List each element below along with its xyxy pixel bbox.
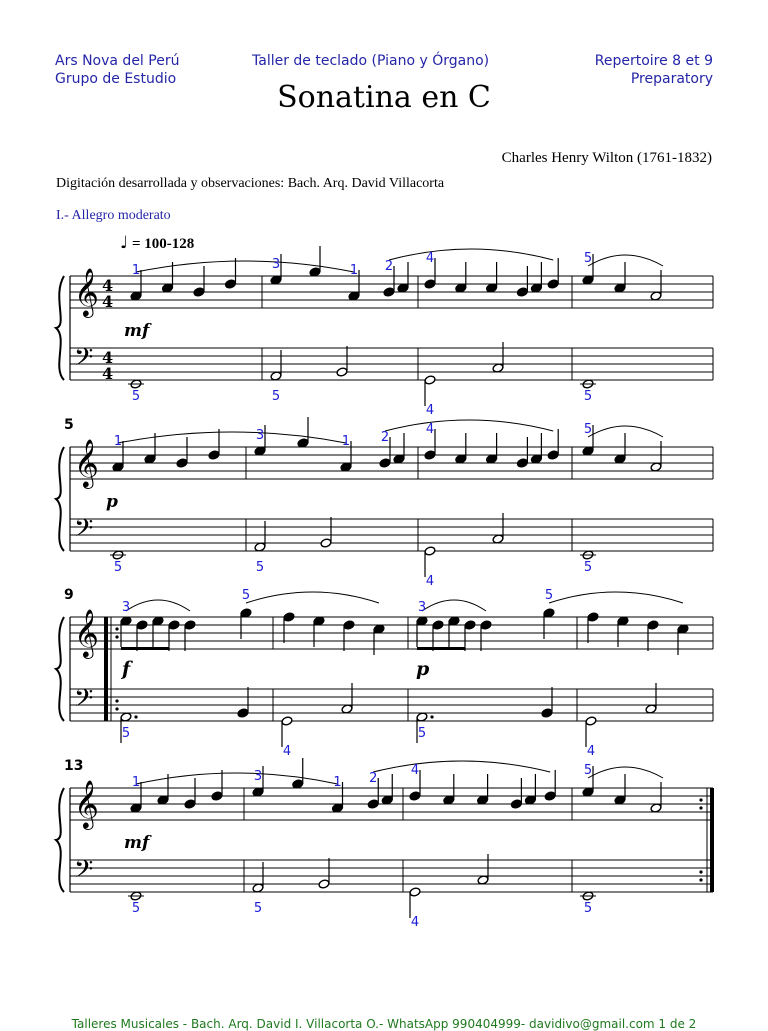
treble-note: [464, 620, 476, 630]
treble-note: [547, 279, 559, 289]
treble-note: [544, 791, 556, 801]
treble-note: [432, 620, 444, 630]
treble-note: [424, 279, 436, 289]
dynamic-marking: mf: [124, 321, 150, 341]
fingering-number: 5: [417, 726, 427, 741]
fingering-number: 5: [583, 560, 593, 575]
treble-note: [424, 450, 436, 460]
tempo-note-symbol: ♩: [120, 233, 129, 253]
augmentation-dot: [430, 715, 433, 718]
slur: [136, 261, 354, 272]
measure-number: 13: [64, 758, 84, 774]
treble-note: [193, 287, 205, 297]
treble-note: [480, 620, 492, 630]
repeat-dot: [115, 699, 118, 702]
fingering-number: 4: [410, 763, 420, 778]
slur: [389, 249, 553, 260]
movement-title: I.- Allegro moderato: [56, 208, 171, 223]
bass-note: [424, 375, 436, 385]
fingering-number: 1: [131, 263, 141, 278]
treble-note: [547, 450, 559, 460]
brace: [56, 447, 64, 551]
fingering-number: 3: [271, 257, 281, 272]
fingering-number: 4: [425, 574, 435, 589]
time-signature-bottom: 4: [102, 292, 114, 311]
slur: [549, 592, 683, 603]
final-barline-thick: [710, 788, 714, 892]
treble-note: [516, 287, 528, 297]
tempo-text: = 100-128: [132, 236, 195, 252]
bass-clef: 𝄢: [74, 514, 94, 549]
fingering-number: 2: [384, 259, 394, 274]
dynamic-marking: p: [106, 492, 118, 512]
fingering-number: 4: [425, 422, 435, 437]
fingering-number: 2: [380, 430, 390, 445]
fingering-number: 1: [333, 775, 342, 790]
bass-note: [320, 538, 332, 548]
treble-note: [184, 620, 196, 630]
fingering-number: 5: [583, 422, 593, 437]
slur: [136, 773, 338, 784]
bass-clef: 𝄢: [74, 343, 94, 378]
bass-note: [237, 708, 249, 718]
fingering-number: 5: [583, 763, 593, 778]
slur: [373, 761, 550, 772]
treble-note: [647, 620, 659, 630]
fingering-number: 5: [131, 901, 141, 916]
fingering-number: 5: [583, 901, 593, 916]
brace: [56, 617, 64, 721]
repeat-start-thick: [104, 617, 108, 721]
bass-note: [281, 716, 293, 726]
brace: [56, 276, 64, 380]
repeat-dot: [115, 627, 118, 630]
repeat-dot: [699, 878, 702, 881]
header-right-line2: Preparatory: [630, 71, 713, 87]
treble-clef: 𝄞: [74, 608, 99, 657]
bass-clef: 𝄢: [74, 855, 94, 890]
augmentation-dot: [134, 715, 137, 718]
slur: [246, 592, 379, 603]
treble-clef: 𝄞: [74, 779, 99, 828]
fingering-number: 3: [253, 769, 263, 784]
repeat-dot: [699, 806, 702, 809]
treble-note: [516, 458, 528, 468]
fingering-number: 4: [282, 744, 292, 759]
bass-note: [409, 887, 421, 897]
measure-number: 5: [64, 417, 74, 433]
header-left-line2: Grupo de Estudio: [55, 71, 177, 87]
fingering-number: 1: [131, 775, 141, 790]
treble-note: [510, 799, 522, 809]
treble-note: [225, 279, 237, 289]
repeat-dot: [699, 870, 702, 873]
beam: [417, 647, 465, 650]
measure-number: 9: [64, 587, 74, 603]
fingering-number: 5: [253, 901, 263, 916]
time-signature-bottom: 4: [102, 364, 114, 383]
fingering-number: 5: [583, 389, 593, 404]
page-title: Sonatina en C: [277, 80, 491, 115]
treble-note: [587, 612, 599, 622]
dynamic-marking: mf: [124, 833, 150, 853]
bass-clef: 𝄢: [74, 684, 94, 719]
fingering-number: 3: [255, 428, 265, 443]
fingering-number: 5: [271, 389, 281, 404]
treble-note: [208, 450, 220, 460]
fingering-credit: Digitación desarrollada y observaciones: Bach. Arq. David Villacorta: [56, 176, 445, 191]
header-center: Taller de teclado (Piano y Órgano): [252, 53, 490, 69]
treble-note: [383, 287, 395, 297]
bass-note: [424, 546, 436, 556]
fingering-number: 4: [586, 744, 596, 759]
header-left-line1: Ars Nova del Perú: [55, 53, 180, 69]
fingering-number: 4: [425, 403, 435, 418]
bass-note: [541, 708, 553, 718]
fingering-number: 1: [341, 434, 351, 449]
footer: Talleres Musicales - Bach. Arq. David I. Villacorta O.- WhatsApp 990404999- davidivo@gmail.com 1 de 2: [71, 1017, 697, 1031]
treble-note: [379, 458, 391, 468]
repeat-dot: [115, 635, 118, 638]
treble-note: [211, 791, 223, 801]
dynamic-marking: f: [122, 658, 131, 680]
treble-note: [176, 458, 188, 468]
bass-note: [318, 879, 330, 889]
brace: [56, 788, 64, 892]
treble-clef: 𝄞: [74, 267, 99, 316]
fingering-number: 5: [121, 726, 131, 741]
bass-note: [336, 367, 348, 377]
treble-note: [283, 612, 295, 622]
fingering-number: 3: [417, 600, 427, 615]
fingering-number: 5: [583, 251, 593, 266]
time-signature-top: 4: [102, 276, 114, 295]
fingering-number: 5: [113, 560, 123, 575]
treble-note: [184, 799, 196, 809]
fingering-number: 5: [544, 588, 554, 603]
fingering-number: 5: [131, 389, 141, 404]
treble-note: [136, 620, 148, 630]
slur: [385, 420, 553, 431]
beam: [121, 647, 169, 650]
treble-clef: 𝄞: [74, 438, 99, 487]
repeat-dot: [115, 707, 118, 710]
time-signature-top: 4: [102, 348, 114, 367]
fingering-number: 4: [425, 251, 435, 266]
fingering-number: 5: [255, 560, 265, 575]
treble-note: [343, 620, 355, 630]
fingering-number: 2: [369, 771, 378, 786]
treble-note: [409, 791, 421, 801]
slur: [118, 432, 346, 443]
fingering-number: 1: [349, 263, 359, 278]
fingering-number: 5: [241, 588, 251, 603]
fingering-number: 3: [121, 600, 131, 615]
fingering-number: 4: [410, 915, 420, 930]
composer: Charles Henry Wilton (1761-1832): [501, 150, 712, 166]
slur: [126, 600, 190, 611]
fingering-number: 1: [113, 434, 123, 449]
treble-note: [367, 799, 379, 809]
dynamic-marking: p: [416, 658, 430, 680]
slur: [422, 600, 486, 611]
repeat-dot: [699, 798, 702, 801]
header-right-line1: Repertoire 8 et 9: [594, 53, 713, 69]
bass-note: [585, 716, 597, 726]
treble-note: [168, 620, 180, 630]
